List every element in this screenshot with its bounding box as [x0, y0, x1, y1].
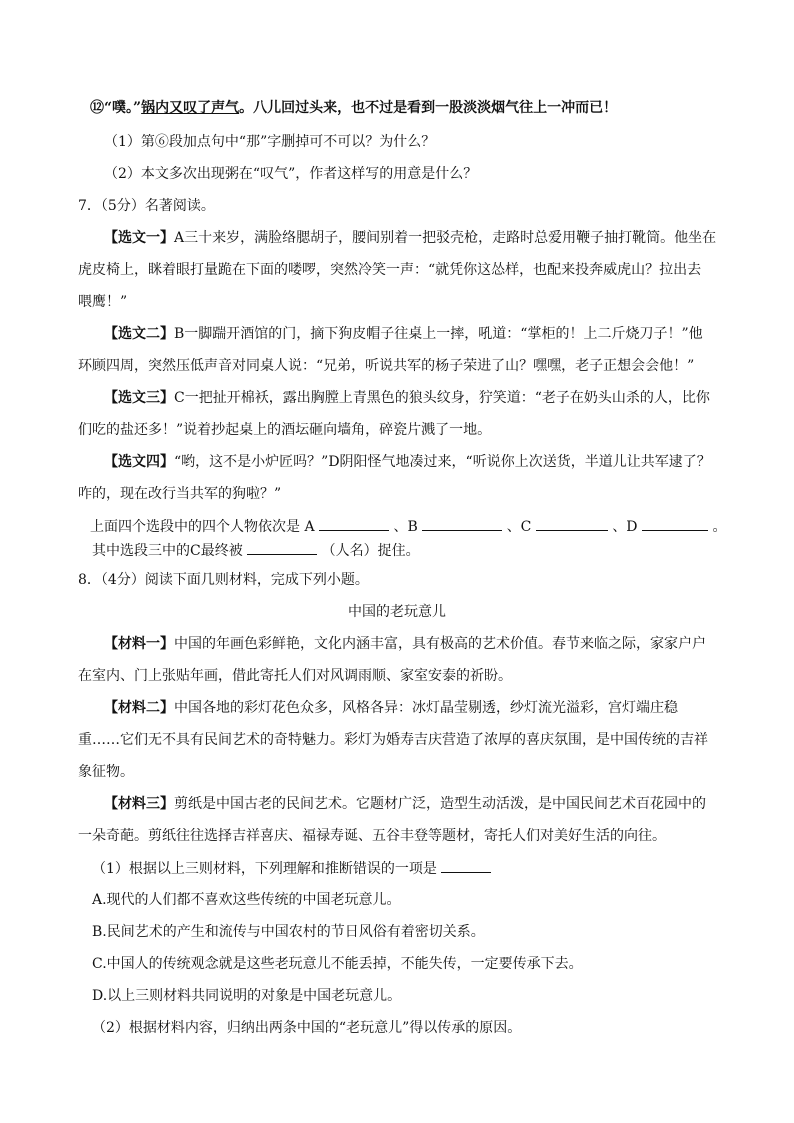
blank-label-a: A [304, 519, 315, 535]
answer-blank-choice[interactable] [441, 858, 491, 873]
fill-end-mark: 。 [712, 519, 727, 535]
fill-in-characters [90, 516, 726, 537]
material-2-label: 【材料二】 [104, 700, 174, 716]
material-1-line-2: 在室内、门上张贴年画，借此寄托人们对风调雨顺、家室安泰的祈盼。 [78, 668, 512, 684]
selection-4-label: 【选文四】 [104, 454, 174, 470]
blank-label-d: 、D [612, 519, 638, 535]
selection-2-label: 【选文二】 [104, 326, 174, 342]
answer-blank-c[interactable] [536, 516, 608, 531]
material-2-line-2: 重……它们无不具有民间艺术的奇特魅力。彩灯为婚寿吉庆营造了浓厚的喜庆氛围，是中国传统的吉祥 [78, 732, 708, 748]
material-1-label: 【材料一】 [104, 636, 174, 652]
selection-1-line-1 [104, 228, 716, 248]
selection-1-text: A三十来岁，满脸络腮胡子，腰间别着一把驳壳枪，走路时总爱用鞭子抽打靴筒。他坐在 [174, 230, 717, 246]
material-heading: 中国的老玩意儿 [348, 604, 446, 620]
option-b: B.民间艺术的产生和流传与中国农村的节日风俗有着密切关系。 [92, 924, 485, 940]
question-7-title: 7．（5分）名著阅读。 [78, 198, 215, 214]
captor-prompt: 其中选段三中的C最终被 [92, 543, 243, 559]
selection-4-text: “哟，这不是小炉匠吗？”D阴阳怪气地凑过来，“听说你上次送货，半道儿让共军逮了？ [174, 454, 711, 470]
selection-2-line-2: 环顾四周，突然压低声音对同桌人说：“兄弟，听说共军的杨子荣进了山？嘿嘿，老子正想会会他！” [78, 358, 695, 374]
selection-3-line-2: 们吃的盐还多！”说着抄起桌上的酒坛砸向墙角，碎瓷片溅了一地。 [78, 422, 492, 438]
underlined-phrase: 锅内又叹了声气 [141, 100, 240, 116]
paragraph-marker: ⑫ [90, 100, 104, 116]
material-2-line-3: 象征物。 [78, 764, 134, 780]
question-a1: （1）第⑥段加点句中“那”字删掉可不可以？为什么？ [104, 134, 436, 150]
material-3-line-2: 一朵奇葩。剪纸往往选择吉祥喜庆、福禄寿诞、五谷丰登等题材，寄托人们对美好生活的向往。 [78, 828, 666, 844]
blank-label-b: 、B [393, 519, 418, 535]
selection-4-line-1 [104, 452, 711, 472]
answer-blank-captor[interactable] [247, 540, 317, 555]
paragraph-quote: “噗。” [104, 100, 142, 116]
material-1-line-1 [104, 634, 706, 654]
option-d: D.以上三则材料共同说明的对象是中国老玩意儿。 [92, 988, 402, 1004]
material-2-text: 中国各地的彩灯花色众多，风格各异：冰灯晶莹剔透，纱灯流光溢彩，宫灯端庄稳 [174, 700, 678, 716]
blank-label-c: 、C [506, 519, 532, 535]
material-1-text: 中国的年画色彩鲜艳，文化内涵丰富，具有极高的艺术价值。春节来临之际，家家户户 [174, 636, 706, 652]
selection-1-line-3: 喂鹰！” [78, 294, 128, 310]
option-c: C.中国人的传统观念就是这些老玩意儿不能丢掉，不能失传，一定要传承下去。 [92, 956, 583, 972]
fill-in-captor [92, 540, 420, 561]
sub-question-1 [92, 858, 491, 879]
selection-3-label: 【选文三】 [104, 390, 174, 406]
material-3-label: 【材料三】 [104, 796, 174, 812]
fill-prompt: 上面四个选段中的四个人物依次是 [90, 519, 300, 535]
material-3-line-1 [104, 794, 706, 814]
answer-blank-a[interactable] [319, 516, 389, 531]
captor-suffix: （人名）捉住。 [321, 543, 420, 559]
sub-question-2: （2）根据材料内容，归纳出两条中国的“老玩意儿”得以传承的原因。 [92, 1020, 522, 1036]
selection-1-label: 【选文一】 [104, 230, 174, 246]
material-2-line-1 [104, 698, 678, 718]
paragraph-12 [90, 98, 617, 118]
paragraph-rest: 。八儿回过头来，也不过是看到一股淡淡烟气往上一冲而已！ [239, 100, 618, 116]
selection-1-line-2: 虎皮椅上，眯着眼打量跪在下面的喽啰，突然冷笑一声：“就凭你这怂样，也配来投奔威虎山？拉出去 [78, 262, 702, 278]
material-3-text: 剪纸是中国古老的民间艺术。它题材广泛，造型生动活泼，是中国民间艺术百花园中的 [174, 796, 706, 812]
sub-question-1-text: （1）根据以上三则材料，下列理解和推断错误的一项是 [92, 861, 437, 877]
answer-blank-b[interactable] [422, 516, 502, 531]
selection-2-text: B一脚踹开酒馆的门，摘下狗皮帽子往桌上一摔，吼道：“掌柜的！上二斤烧刀子！”他 [174, 326, 703, 342]
selection-4-line-2: 咋的，现在改行当共军的狗啦？” [78, 486, 282, 502]
answer-blank-d[interactable] [642, 516, 708, 531]
question-a2: （2）本文多次出现粥在“叹气”，作者这样写的用意是什么？ [104, 166, 478, 182]
question-8-title: 8．（4分）阅读下面几则材料，完成下列小题。 [78, 572, 369, 588]
selection-3-text: C一把扯开棉袄，露出胸膛上青黑色的狼头纹身，狞笑道：“老子在奶头山杀的人，比你 [174, 390, 710, 406]
selection-2-line-1 [104, 324, 703, 344]
selection-3-line-1 [104, 388, 710, 408]
option-a: A.现代的人们都不喜欢这些传统的中国老玩意儿。 [92, 892, 401, 908]
